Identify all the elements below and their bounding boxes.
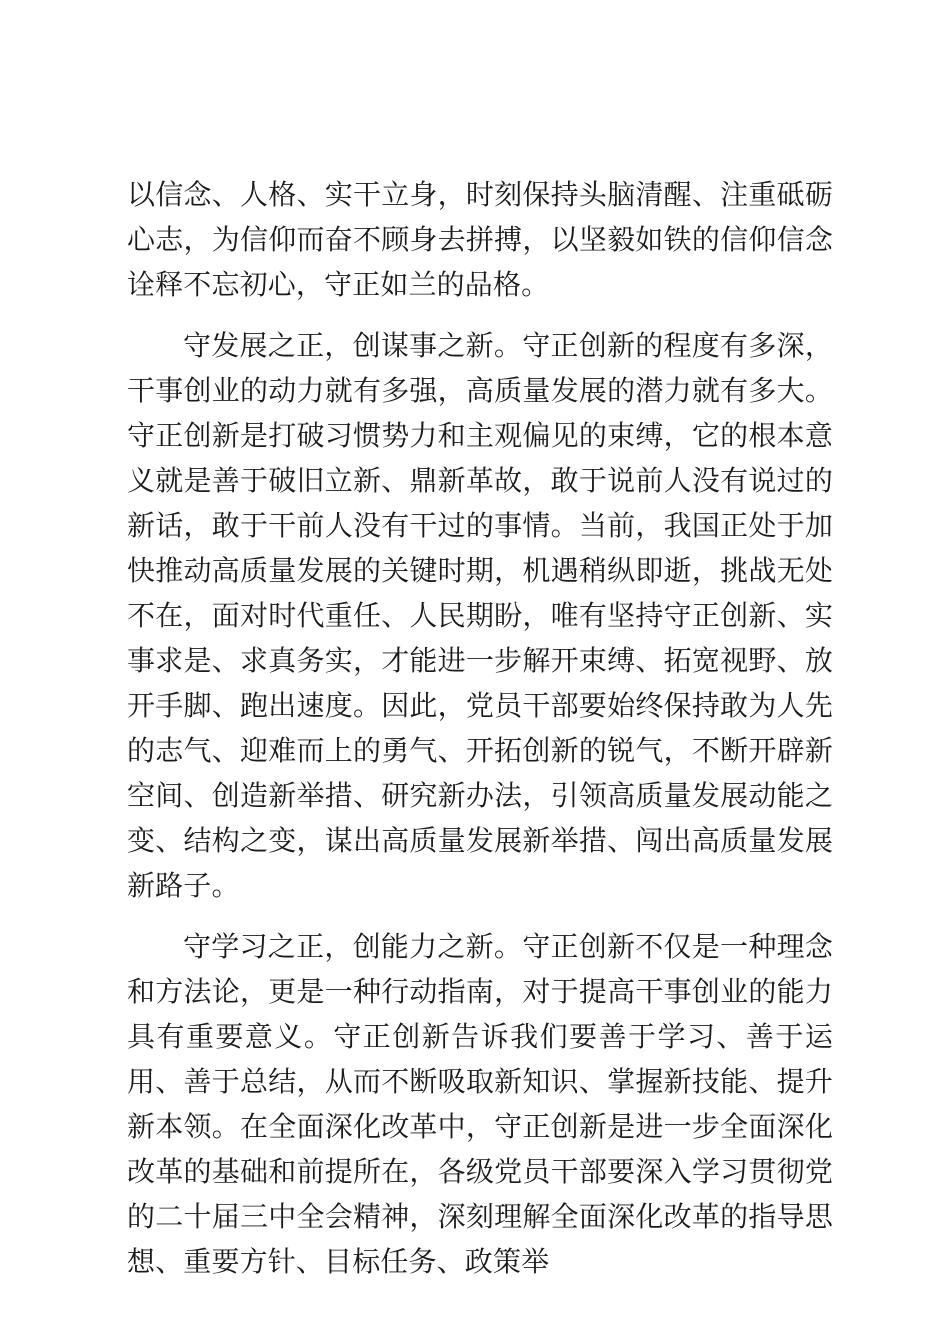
paragraph-development: 守发展之正，创谋事之新。守正创新的程度有多深，干事创业的动力就有多强，高质量发展的潜力就有多大。守正创新是打破习惯势力和主观偏见的束缚，它的根本意义就是善于破旧立新、鼎新革故，敢于说前人没有说过的新话，敢于干前人没有干过的事情。当前，我国正处于加快推动高质量发展的关键时期，机遇稍纵即逝，挑战无处不在，面对时代重任、人民期盼，唯有坚持守正创新、实事求是、求真务实，才能进一步解开束缚、拓宽视野、放开手脚、跑出速度。因此，党员干部要始终保持敢为人先的志气、迎难而上的勇气、开拓创新的锐气，不断开辟新空间、创造新举措、研究新办法，引领高质量发展动能之变、结构之变，谋出高质量发展新举措、闯出高质量发展新路子。 [127, 329, 833, 902]
paragraph-continuation: 以信念、人格、实干立身，时刻保持头脑清醒、注重砥砺心志，为信仰而奋不顾身去拼搏，以坚毅如铁的信仰信念诠释不忘初心，守正如兰的品格。 [127, 178, 833, 301]
paragraph-learning: 守学习之正，创能力之新。守正创新不仅是一种理念和方法论，更是一种行动指南，对于提高干事创业的能力具有重要意义。守正创新告诉我们要善于学习、善于运用、善于总结，从而不断吸取新知识、掌握新技能、提升新本领。在全面深化改革中，守正创新是进一步全面深化改革的基础和前提所在，各级党员干部要深入学习贯彻党的二十届三中全会精神，深刻理解全面深化改革的指导思想、重要方针、目标任务、政策举 [127, 930, 833, 1278]
document-body [127, 172, 833, 1284]
